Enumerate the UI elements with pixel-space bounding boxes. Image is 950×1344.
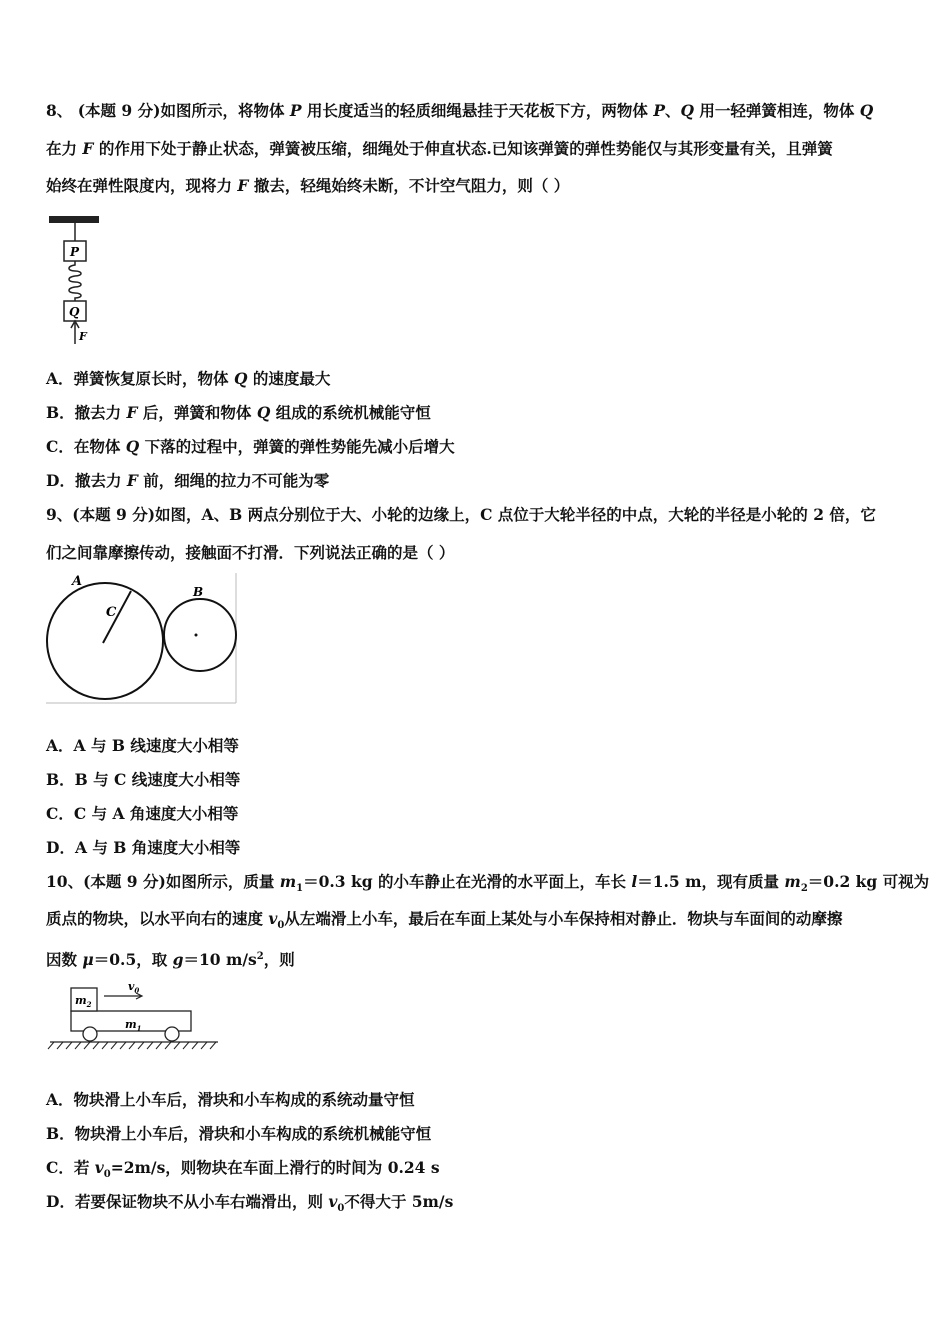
q10-option-d: D．若要保证物块不从小车右端滑出，则 $v_0$不得大于 5m/s [46, 1192, 454, 1215]
q9-stem-line-1: 9、(本题 9 分)如图，A、B 两点分别位于大、小轮的边缘上，C 点位于大轮半径的中点，大轮的半径是小轮的 2 倍，它 [46, 505, 876, 524]
q8-option-b: B．撤去力 F 后，弹簧和物体 Q 组成的系统机械能守恒 [46, 403, 431, 422]
small-wheel [164, 599, 236, 671]
hatch-line [165, 1042, 171, 1049]
q8-stem-line-3: 始终在弹性限度内，现将力 F 撤去，轻绳始终未断，不计空气阻力，则（ ） [46, 176, 570, 195]
hatch-line [138, 1042, 144, 1049]
hatch-line [129, 1042, 135, 1049]
q9-option-a: A．A 与 B 线速度大小相等 [46, 736, 239, 755]
q10-cart-figure [46, 978, 222, 1052]
q10-option-c: C．若 $v_0=2m/s$，则物块在车面上滑行的时间为 0.24 s [46, 1158, 440, 1181]
q10-option-b: B．物块滑上小车后，滑块和小车构成的系统机械能守恒 [46, 1124, 432, 1143]
svg-text:v0: $v_0$ [128, 980, 140, 995]
q9-wheels-figure [46, 573, 238, 705]
q10-stem-line-1: 10、(本题 9 分)如图所示，质量 $m_1=0.3$ kg 的小车静止在光滑的水平面上，车长 l＝1.5 m，现有质量 $m_2=0.2$ kg 可视为 [46, 872, 930, 895]
q9-option-d: D．A 与 B 角速度大小相等 [46, 838, 241, 857]
q8-option-a: A．弹簧恢复原长时，物体 Q 的速度最大 [46, 369, 331, 388]
q8-option-d: D．撤去力 F 前，细绳的拉力不可能为零 [46, 471, 330, 490]
spring [69, 261, 81, 301]
svg-text:A: A [72, 574, 83, 589]
hatch-line [75, 1042, 81, 1049]
svg-text:F: F [79, 330, 87, 343]
ceiling [49, 216, 99, 223]
hatch-line [156, 1042, 162, 1049]
q9-option-c: C．C 与 A 角速度大小相等 [46, 804, 239, 823]
small-wheel-center [195, 634, 198, 637]
svg-text:m2: $m_2$ [75, 994, 92, 1009]
q10-stem-line-2: 质点的物块，以水平向右的速度 $v_0$从左端滑上小车，最后在车面上某处与小车保持相对静止．物块与车面间的动摩擦 [46, 909, 843, 932]
svg-text:m1: $m_1$ [125, 1018, 142, 1033]
hatch-line [84, 1042, 90, 1049]
hatch-line [111, 1042, 117, 1049]
hatch-line [210, 1042, 216, 1049]
svg-text:C: C [106, 605, 117, 620]
hatch-line [201, 1042, 207, 1049]
hatch-line [93, 1042, 99, 1049]
q8-spring-figure [46, 214, 106, 348]
wheel-right [165, 1027, 179, 1041]
hatch-line [57, 1042, 63, 1049]
ground-hatching [48, 1042, 216, 1049]
q9-stem-line-2: 们之间靠摩擦传动，接触面不打滑．下列说法正确的是（ ） [46, 543, 455, 562]
hatch-line [120, 1042, 126, 1049]
q8-stem-line-2: 在力 F 的作用下处于静止状态，弹簧被压缩，细绳处于伸直状态.已知该弹簧的弹性势能仅与其形变量有关，且弹簧 [46, 139, 833, 158]
svg-text:B: B [193, 585, 204, 599]
hatch-line [183, 1042, 189, 1049]
q10-option-a: A．物块滑上小车后，滑块和小车构成的系统动量守恒 [46, 1090, 415, 1109]
q8-option-c: C．在物体 Q 下落的过程中，弹簧的弹性势能先减小后增大 [46, 437, 455, 456]
q9-option-b: B．B 与 C 线速度大小相等 [46, 770, 241, 789]
hatch-line [66, 1042, 72, 1049]
svg-text:P: P [70, 245, 80, 259]
hatch-line [48, 1042, 54, 1049]
hatch-line [147, 1042, 153, 1049]
hatch-line [174, 1042, 180, 1049]
q10-stem-line-3: 因数 μ＝0.5，取 g＝10 $m/s^2$，则 [46, 950, 295, 970]
wheel-left [83, 1027, 97, 1041]
q8-stem-line-1: 8、 (本题 9 分)如图所示，将物体 P 用长度适当的轻质细绳悬挂于天花板下方，两物体 P、Q 用一轻弹簧相连，物体 Q [46, 101, 874, 120]
hatch-line [192, 1042, 198, 1049]
svg-text:Q: Q [69, 305, 80, 319]
hatch-line [102, 1042, 108, 1049]
